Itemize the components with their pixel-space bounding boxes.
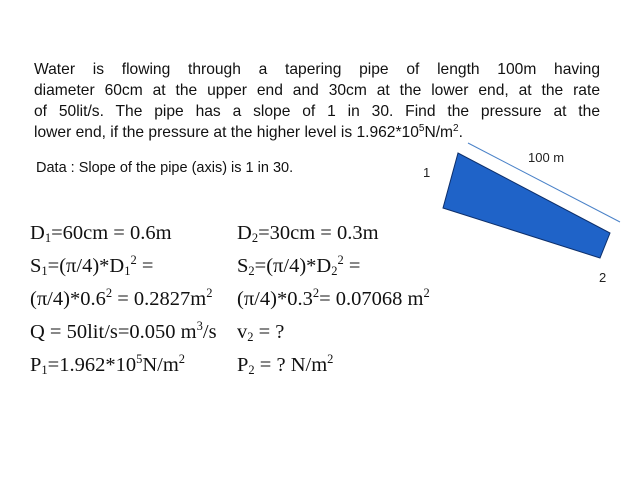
eq-p1: $P_1=1.962*10^5N/m^2$ (30, 352, 186, 377)
eq-v2: $v_2$ = ? (237, 321, 285, 344)
length-label: 100 m (528, 150, 565, 165)
problem-line-4-unit: N/m (424, 124, 454, 141)
problem-line-4-exponent: 5 (418, 122, 425, 134)
eq-s2: $S_2=(\pi/4)*D_2^2$ = (237, 253, 361, 278)
eq-s1-value: $(\pi/4)*0.6^2 = 0.2827m^2$ (30, 286, 213, 310)
eq-d2: $D_2=30cm = 0.3m$ (237, 222, 379, 245)
problem-line-4-text: lower end, if the pressure at the higher level is 1.962*10 (34, 124, 419, 141)
problem-line-4-unit-exponent: 2 (453, 122, 459, 134)
problem-line-1: Water is flowing through a tapering pipe of length 100m having (34, 61, 600, 78)
eq-p2: $P_2$ = ? $N/m^2$ (237, 352, 334, 377)
problem-line-3: of 50lit/s. The pipe has a slope of 1 in 30. Find the pressure at the (34, 103, 600, 120)
data-note: Data : Slope of the pipe (axis) is 1 in 30. (36, 160, 294, 176)
eq-flow-rate: Q = 50lit/s=0.050 $m^3/s$ (30, 319, 217, 343)
eq-d1: $D_1=60cm = 0.6m$ (30, 222, 172, 245)
end-1-label: 1 (423, 165, 431, 180)
tapered-pipe (443, 153, 610, 258)
eq-s2-value: $(\pi/4)*0.3^2= 0.07068$ $m^2$ (237, 286, 430, 310)
problem-line-2: diameter 60cm at the upper end and 30cm at the lower end, at the rate (34, 82, 600, 99)
end-2-label: 2 (599, 270, 607, 285)
eq-s1: $S_1=(\pi/4)*D_1^2$ = (30, 253, 154, 278)
problem-line-4-end: . (458, 124, 463, 141)
